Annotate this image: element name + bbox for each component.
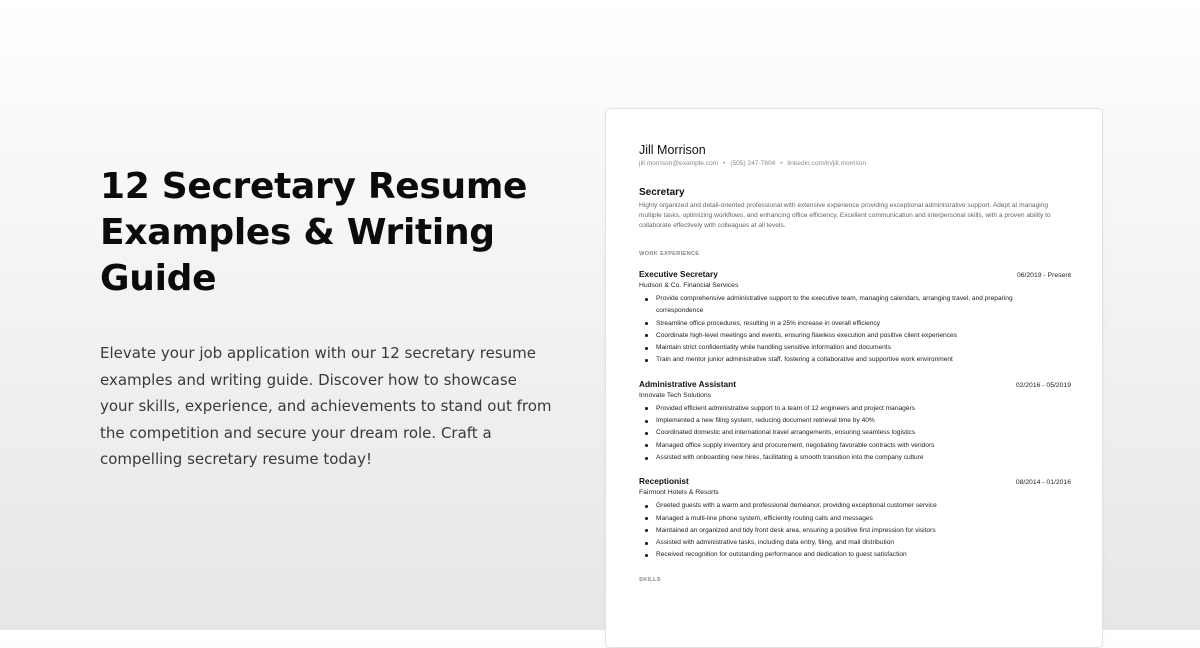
resume-contact xyxy=(639,159,1071,168)
job-bullet: Received recognition for outstanding performance and dedication to guest satisfaction xyxy=(639,549,1058,561)
job-header xyxy=(639,379,1071,391)
job-dates: 02/2016 - 05/2019 xyxy=(1015,381,1071,389)
job-bullet: Train and mentor junior administrative staff, fostering a collaborative and supportive work environment xyxy=(639,354,1058,366)
resume-summary: Highly organized and detail-oriented professional with extensive experience providing exceptional administrative support. Adept at managing multiple tasks, optimizing workflows, and enhancing office efficiency. Excellent communication and interpersonal skills, with a proven ability to collaborate effectively with colleagues at all levels. xyxy=(639,202,1051,229)
job-header xyxy=(639,269,1071,281)
job-entry xyxy=(639,269,1071,367)
skills-heading: SKILLS xyxy=(639,576,661,583)
resume-phone: (505) 247-7604 xyxy=(730,160,776,167)
job-bullet: Assisted with onboarding new hires, facilitating a smooth transition into the company culture xyxy=(639,452,1058,464)
job-bullet: Managed a multi-line phone system, efficiently routing calls and messages xyxy=(639,513,1058,525)
job-company: Innovate Tech Solutions xyxy=(639,391,712,399)
job-bullet: Coordinated domestic and international travel arrangements, ensuring seamless logistics xyxy=(639,427,1058,439)
resume-email: jill.morrison@example.com xyxy=(639,160,719,167)
resume-preview[interactable] xyxy=(605,108,1103,648)
contact-separator: • xyxy=(780,160,783,167)
page-title: 12 Secretary Resume Examples & Writing Guide xyxy=(100,166,528,299)
job-title: Receptionist xyxy=(639,476,689,487)
job-bullet: Implemented a new filing system, reducing document retrieval time by 40% xyxy=(639,415,1058,427)
resume-content xyxy=(639,143,1071,584)
job-bullet: Coordinate high-level meetings and events, ensuring flawless execution and positive client experiences xyxy=(639,330,1058,342)
job-dates: 08/2014 - 01/2016 xyxy=(1015,479,1071,487)
job-entry xyxy=(639,379,1071,464)
job-bullet: Streamline office procedures, resulting in a 25% increase in overall efficiency xyxy=(639,318,1058,330)
job-bullet: Assisted with administrative tasks, including data entry, filing, and mail distribution xyxy=(639,537,1058,549)
job-entry xyxy=(639,476,1071,561)
job-title: Executive Secretary xyxy=(639,269,718,279)
resume-role: Secretary xyxy=(639,187,685,198)
resume-name: Jill Morrison xyxy=(639,143,706,157)
job-bullets xyxy=(639,500,1071,561)
job-header xyxy=(639,476,1071,488)
job-company: Hudson & Co. Financial Services xyxy=(639,282,739,289)
job-bullet: Managed office supply inventory and procurement, negotiating favorable contracts with vendors xyxy=(639,440,1058,452)
job-bullet: Maintained an organized and tidy front desk area, ensuring a positive first impression for visitors xyxy=(639,525,1058,537)
job-bullets xyxy=(639,293,1071,367)
job-bullets xyxy=(639,403,1071,464)
job-title: Administrative Assistant xyxy=(639,378,736,389)
job-dates: 06/2019 - Present xyxy=(1016,272,1071,279)
page-description: Elevate your job application with our 12 secretary resume examples and writing guide. Discover how to showcase your skills, experience, and achievements to stand out from the competition and secure your dream role. Craft a compelling secretary resume today! xyxy=(100,344,552,468)
job-company: Fairmont Hotels & Resorts xyxy=(639,489,719,497)
job-bullet: Maintain strict confidentiality while handling sensitive information and documents xyxy=(639,342,1058,354)
resume-linkedin: linkedin.com/in/jill.morrison xyxy=(787,160,867,167)
job-bullet: Provided efficient administrative support to a team of 12 engineers and project managers xyxy=(639,403,1058,415)
job-bullet: Greeted guests with a warm and professional demeanor, providing exceptional customer service xyxy=(639,500,1058,512)
contact-separator: • xyxy=(723,160,726,167)
job-bullet: Provide comprehensive administrative support to the executive team, managing calendars, arranging travel, and preparing correspondence xyxy=(639,293,1058,318)
work-experience-heading: WORK EXPERIENCE xyxy=(639,251,700,257)
